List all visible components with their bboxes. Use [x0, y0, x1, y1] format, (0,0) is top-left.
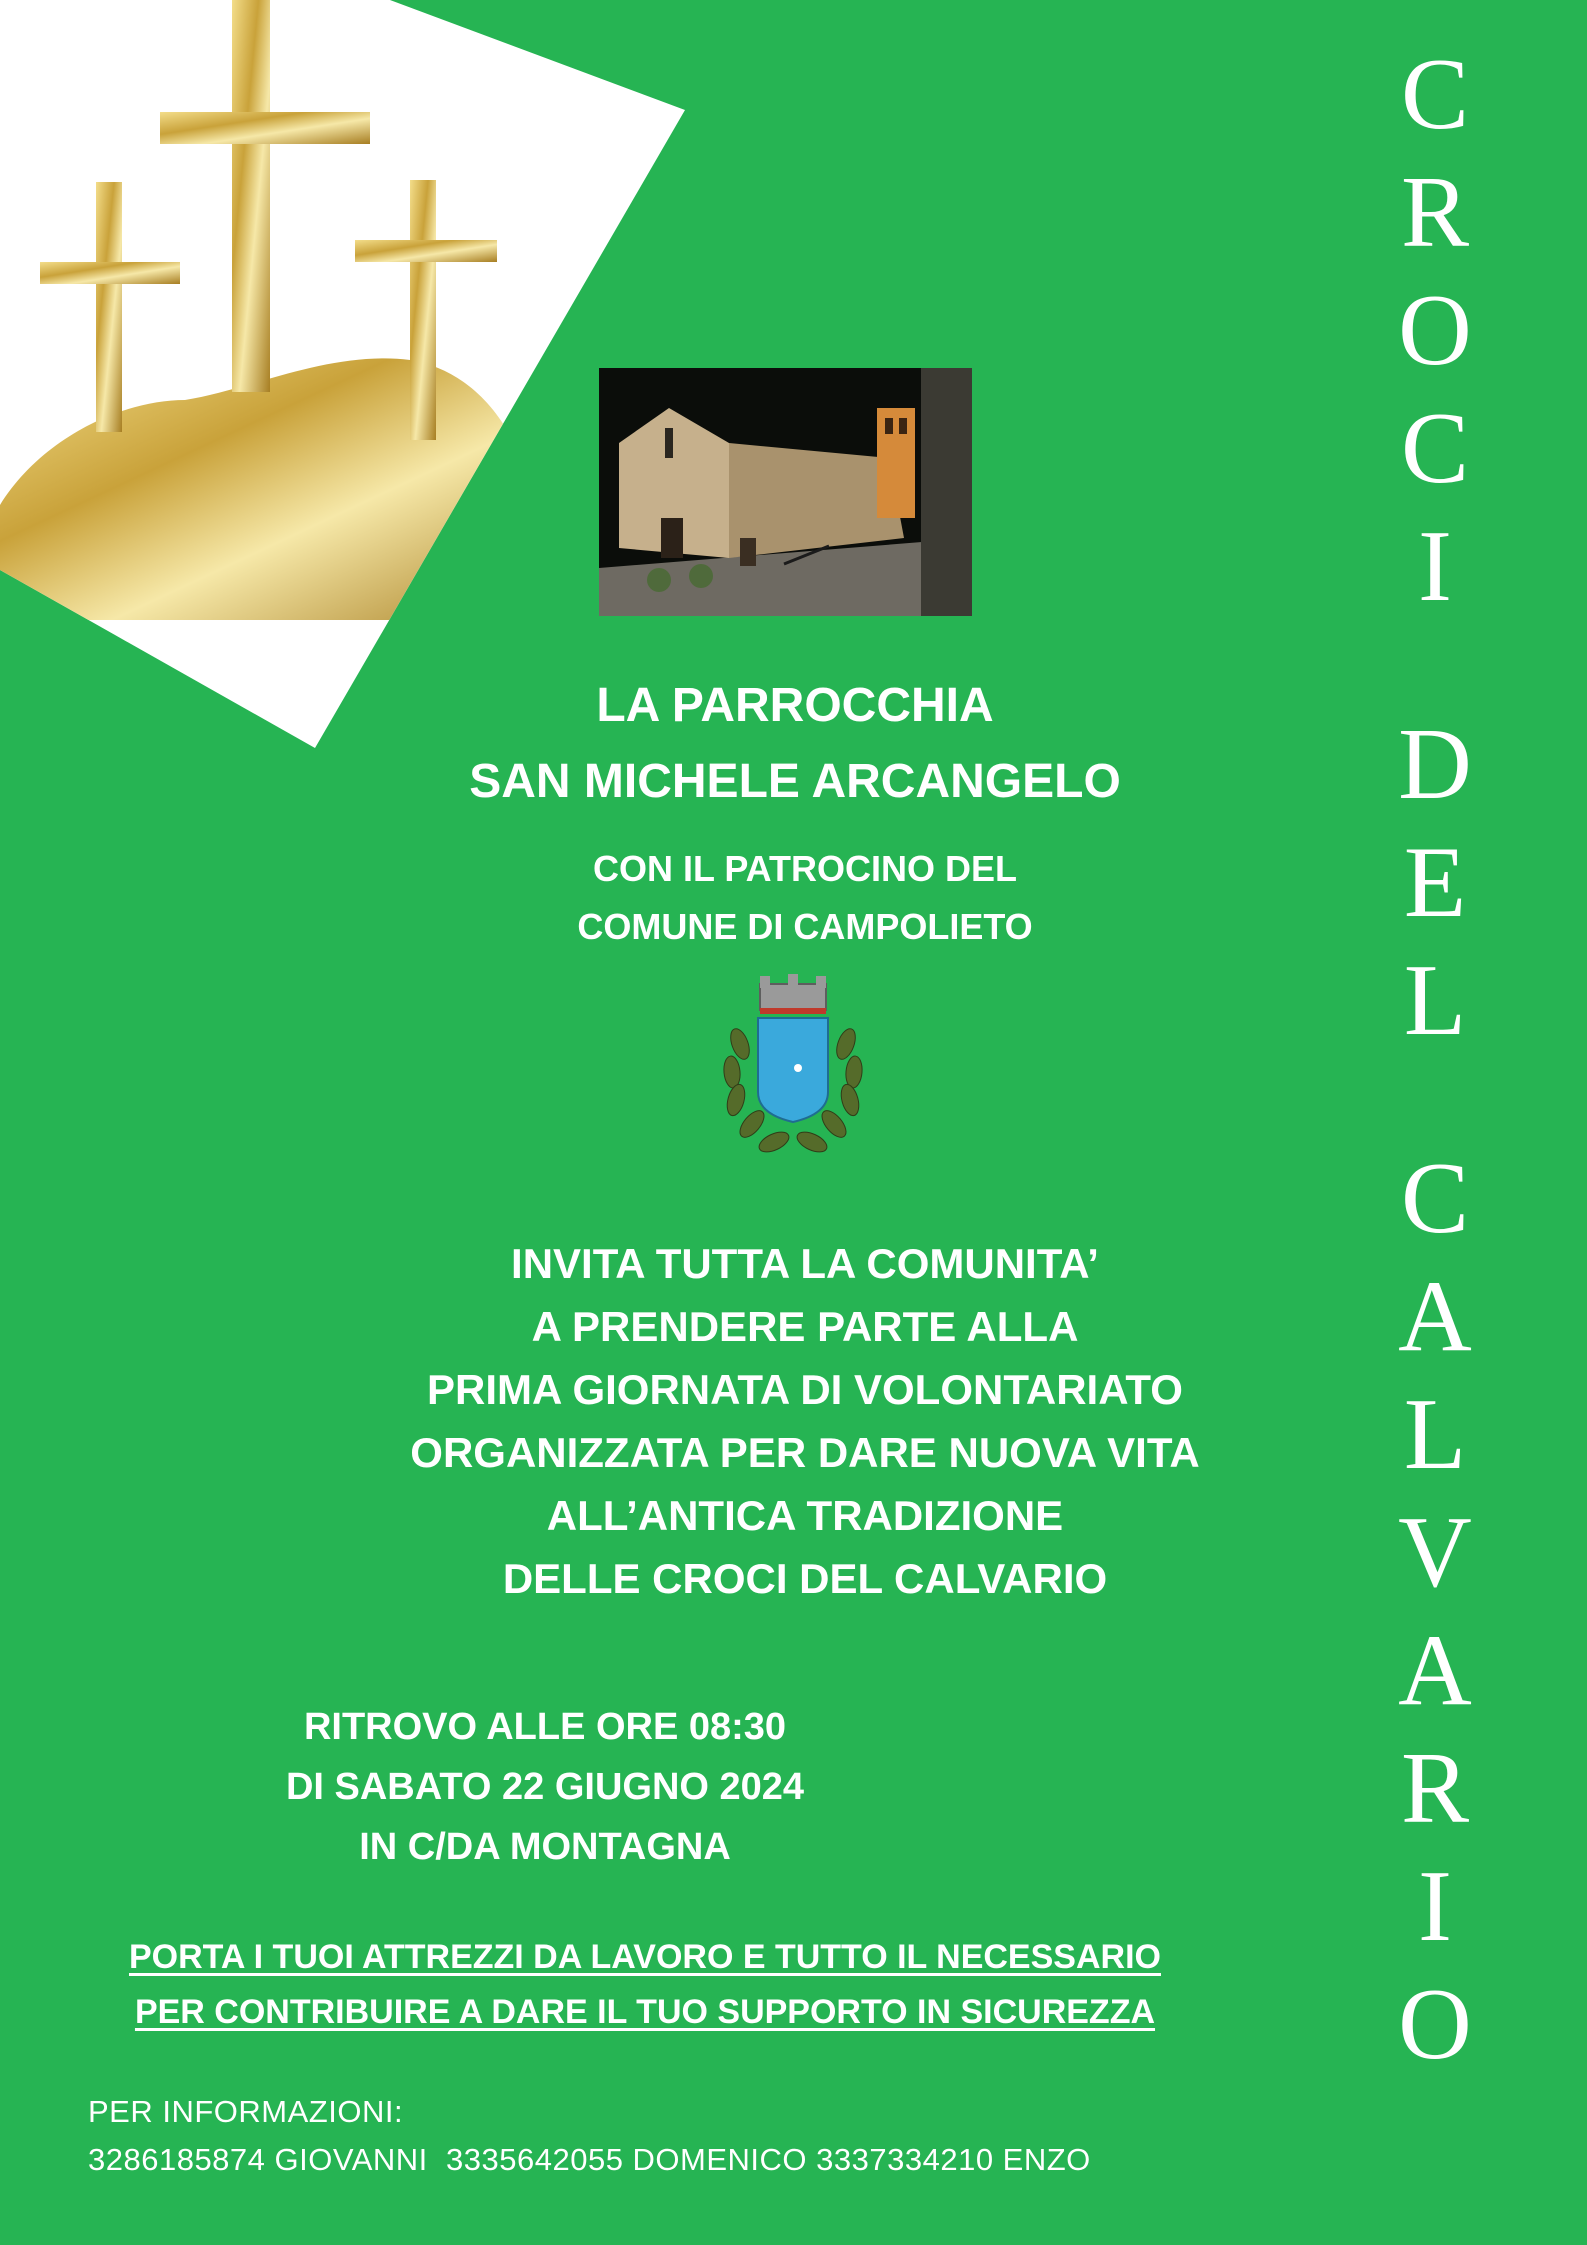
title-letter: L	[1403, 1378, 1467, 1491]
title-letter: C	[1400, 1142, 1470, 1255]
contact-info	[88, 2088, 1091, 2184]
title-letter: E	[1403, 826, 1467, 939]
parish-heading	[400, 668, 1190, 820]
title-letter: A	[1398, 1614, 1472, 1727]
invitation-text	[380, 1232, 1230, 1610]
patronage-line-1: CON IL PATROCINO DEL	[592, 848, 1017, 889]
parish-line-1: LA PARROCCHIA	[596, 679, 994, 732]
title-letter: I	[1418, 1850, 1452, 1963]
invitation-line: INVITA TUTTA LA COMUNITA’	[511, 1240, 1099, 1287]
campolieto-coat-of-arms-icon	[718, 974, 868, 1160]
church-photo	[599, 368, 972, 616]
meeting-place: IN C/DA MONTAGNA	[359, 1826, 731, 1868]
title-letter: C	[1400, 38, 1470, 151]
invitation-line: PRIMA GIORNATA DI VOLONTARIATO	[427, 1366, 1183, 1413]
title-letter: V	[1398, 1496, 1472, 1609]
title-letter: O	[1398, 274, 1472, 387]
three-golden-crosses-icon	[0, 0, 690, 750]
tools-notice	[60, 1930, 1230, 2040]
invitation-line: A PRENDERE PARTE ALLA	[531, 1303, 1079, 1350]
meeting-date: DI SABATO 22 GIUGNO 2024	[285, 1766, 805, 1808]
title-letter: D	[1398, 708, 1472, 821]
title-letter: L	[1403, 944, 1467, 1057]
title-letter: I	[1418, 510, 1452, 623]
title-letter: O	[1398, 1968, 1472, 2081]
contact-label: PER INFORMAZIONI:	[88, 2094, 404, 2129]
notice-line-2: PER CONTRIBUIRE A DARE IL TUO SUPPORTO IN SICUREZZA	[134, 1993, 1156, 2031]
contact-numbers: 3286185874 GIOVANNI 3335642055 DOMENICO 3337334210 ENZO	[88, 2142, 1091, 2177]
meeting-time: RITROVO ALLE ORE 08:30	[303, 1706, 787, 1748]
parish-line-2: SAN MICHELE ARCANGELO	[469, 755, 1121, 808]
title-letter: C	[1400, 392, 1470, 505]
invitation-line: ALL’ANTICA TRADIZIONE	[546, 1492, 1064, 1539]
title-letter: R	[1400, 1732, 1470, 1845]
title-letter: R	[1400, 156, 1470, 269]
vertical-title	[1380, 40, 1490, 2240]
notice-line-1: PORTA I TUOI ATTREZZI DA LAVORO E TUTTO IL NECESSARIO	[129, 1938, 1161, 1976]
patronage-line-2: COMUNE DI CAMPOLIETO	[577, 906, 1033, 947]
invitation-line: ORGANIZZATA PER DARE NUOVA VITA	[410, 1429, 1200, 1476]
invitation-line: DELLE CROCI DEL CALVARIO	[502, 1555, 1108, 1602]
meeting-details	[220, 1697, 870, 1877]
title-letter: A	[1398, 1260, 1472, 1373]
patronage-text	[400, 840, 1210, 956]
